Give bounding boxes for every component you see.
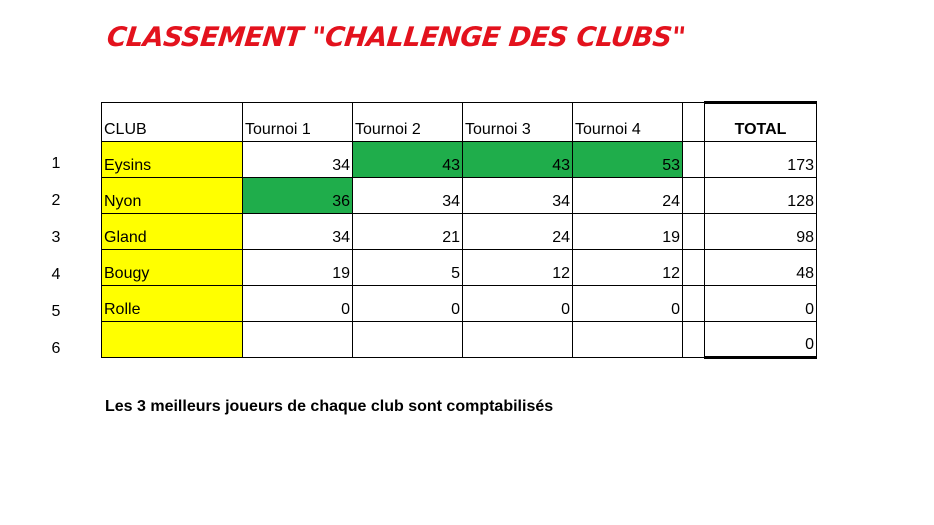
row-number: 4 <box>51 266 61 283</box>
table-row <box>102 286 817 322</box>
spacer-cell <box>683 142 705 178</box>
score-cell: 0 <box>573 286 683 322</box>
score-cell: 5 <box>353 250 463 286</box>
spacer-cell <box>683 178 705 214</box>
total-cell: 0 <box>705 322 817 358</box>
score-cell: 0 <box>353 286 463 322</box>
total-cell: 98 <box>705 214 817 250</box>
row-number: 3 <box>51 229 61 246</box>
club-name <box>102 322 243 358</box>
row-number: 2 <box>51 192 61 209</box>
header-tournoi-2: Tournoi 2 <box>353 103 463 142</box>
score-cell <box>243 322 353 358</box>
score-cell <box>463 322 573 358</box>
footnote: Les 3 meilleurs joueurs de chaque club sont comptabilisés <box>105 398 554 415</box>
spacer-cell <box>683 322 705 358</box>
header-total: TOTAL <box>705 103 817 142</box>
best-score-cell: 36 <box>243 178 353 214</box>
table-row <box>102 178 817 214</box>
spacer-cell <box>683 286 705 322</box>
score-cell: 0 <box>243 286 353 322</box>
score-cell: 21 <box>353 214 463 250</box>
spacer-cell <box>683 214 705 250</box>
table-row <box>102 214 817 250</box>
table-row <box>102 250 817 286</box>
spacer-cell <box>683 250 705 286</box>
best-score-cell: 43 <box>463 142 573 178</box>
best-score-cell: 43 <box>353 142 463 178</box>
score-cell: 0 <box>463 286 573 322</box>
score-cell <box>353 322 463 358</box>
page-title: CLASSEMENT "CHALLENGE DES CLUBS" <box>105 22 687 53</box>
row-number: 5 <box>51 303 61 320</box>
score-cell: 24 <box>573 178 683 214</box>
total-cell: 48 <box>705 250 817 286</box>
club-name: Gland <box>102 214 243 250</box>
score-cell: 24 <box>463 214 573 250</box>
total-cell: 173 <box>705 142 817 178</box>
total-cell: 0 <box>705 286 817 322</box>
score-cell: 34 <box>243 142 353 178</box>
score-cell: 19 <box>573 214 683 250</box>
ranking-table <box>101 101 817 359</box>
club-name: Nyon <box>102 178 243 214</box>
table-row <box>102 322 817 358</box>
score-cell: 19 <box>243 250 353 286</box>
total-cell: 128 <box>705 178 817 214</box>
score-cell: 34 <box>243 214 353 250</box>
row-number: 6 <box>51 340 61 357</box>
club-name: Eysins <box>102 142 243 178</box>
score-cell: 12 <box>573 250 683 286</box>
score-cell: 34 <box>353 178 463 214</box>
spacer-cell <box>683 103 705 142</box>
table-header-row <box>102 103 817 142</box>
header-tournoi-4: Tournoi 4 <box>573 103 683 142</box>
score-cell <box>573 322 683 358</box>
score-cell: 34 <box>463 178 573 214</box>
club-name: Rolle <box>102 286 243 322</box>
best-score-cell: 53 <box>573 142 683 178</box>
header-tournoi-3: Tournoi 3 <box>463 103 573 142</box>
header-tournoi-1: Tournoi 1 <box>243 103 353 142</box>
score-cell: 12 <box>463 250 573 286</box>
club-name: Bougy <box>102 250 243 286</box>
table-row <box>102 142 817 178</box>
header-club: CLUB <box>102 103 243 142</box>
row-number: 1 <box>51 155 61 172</box>
